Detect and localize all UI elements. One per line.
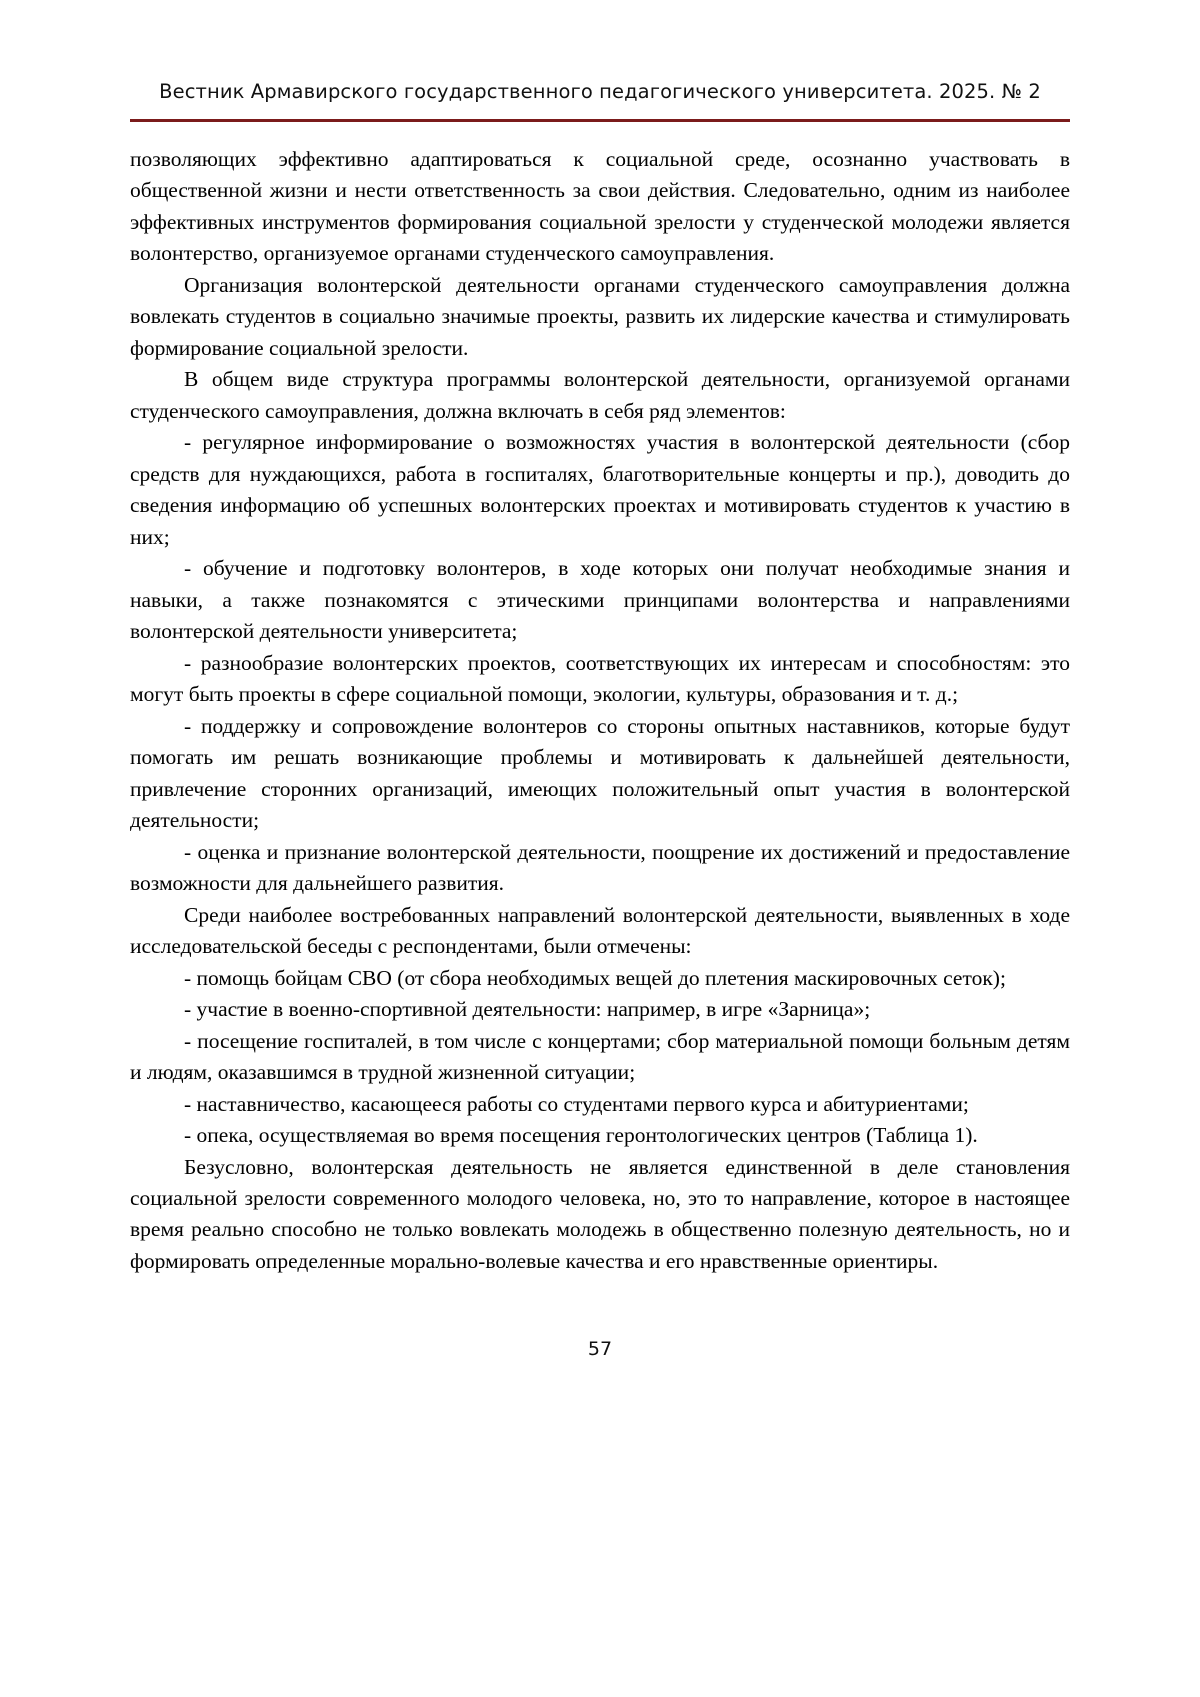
running-head: Вестник Армавирского государственного педагогического университета. 2025. № 2: [159, 80, 1041, 103]
list-item: - помощь бойцам СВО (от сбора необходимых вещей до плетения маскировочных сеток);: [184, 965, 1006, 990]
paragraph: Среди наиболее востребованных направлений волонтерской деятельности, выявленных в ходе исследовательской беседы с респондентами, были отмечены:: [130, 902, 1070, 959]
body-text: [130, 144, 1070, 1277]
list-item: - опека, осуществляемая во время посещения геронтологических центров (Таблица 1).: [184, 1123, 978, 1148]
page-number: 57: [587, 1338, 613, 1360]
list-item: - разнообразие волонтерских проектов, соответствующих их интересам и способностям: это могут быть проекты в сфере социальной помощи, экологии, культуры, образования и т. д.;: [130, 650, 1070, 707]
paragraph: В общем виде структура программы волонтерской деятельности, организуемой органами студенческого самоуправления, должна включать в себя ряд элементов:: [130, 367, 1070, 423]
list-item: - регулярное информирование о возможностях участия в волонтерской деятельности (сбор средств для нуждающихся, работа в госпиталях, благотворительные концерты и пр.), доводить до сведения информацию об успешных волонтерских проектах и мотивировать студентов к участию в них;: [130, 430, 1070, 549]
list-item: - участие в военно-спортивной деятельности: например, в игре «Зарница»;: [184, 997, 871, 1022]
paragraph: позволяющих эффективно адаптироваться к социальной среде, осознанно участвовать в общественной жизни и нести ответственность за свои действия. Следовательно, одним из наиболее эффективных инструментов формирования социальной зрелости у студенческой молодежи является волонтерство, организуемое органами студенческого самоуправления.: [130, 147, 1070, 266]
list-item: - обучение и подготовку волонтеров, в ходе которых они получат необходимые знания и навыки, а также познакомятся с этическими принципами волонтерства и направлениями волонтерской деятельности университета;: [130, 556, 1070, 644]
list-item: - посещение госпиталей, в том числе с концертами; сбор материальной помощи больным детям и людям, оказавшимся в трудной жизненной ситуации;: [130, 1028, 1070, 1085]
list-item: - наставничество, касающееся работы со студентами первого курса и абитуриентами;: [184, 1091, 969, 1116]
list-item: - поддержку и сопровождение волонтеров со стороны опытных наставников, которые будут помогать им решать возникающие проблемы и мотивировать к дальнейшей деятельности, привлечение сторонних организаций, имеющих положительный опыт участия в волонтерской деятельности;: [130, 713, 1070, 833]
header-divider: [130, 119, 1070, 122]
paragraph: Безусловно, волонтерская деятельность не является единственной в деле становления социальной зрелости современного молодого человека, но, это то направление, которое в настоящее время реально способно не только вовлекать молодежь в общественно полезную деятельность, но и формировать определенные морально-волевые качества и его нравственные ориентиры.: [130, 1154, 1070, 1273]
paragraph: Организация волонтерской деятельности органами студенческого самоуправления должна вовлекать студентов в социально значимые проекты, развить их лидерские качества и стимулировать формирование социальной зрелости.: [130, 272, 1070, 360]
page-content: [130, 80, 1070, 1360]
list-item: - оценка и признание волонтерской деятельности, поощрение их достижений и предоставление возможности для дальнейшего развития.: [130, 839, 1070, 896]
